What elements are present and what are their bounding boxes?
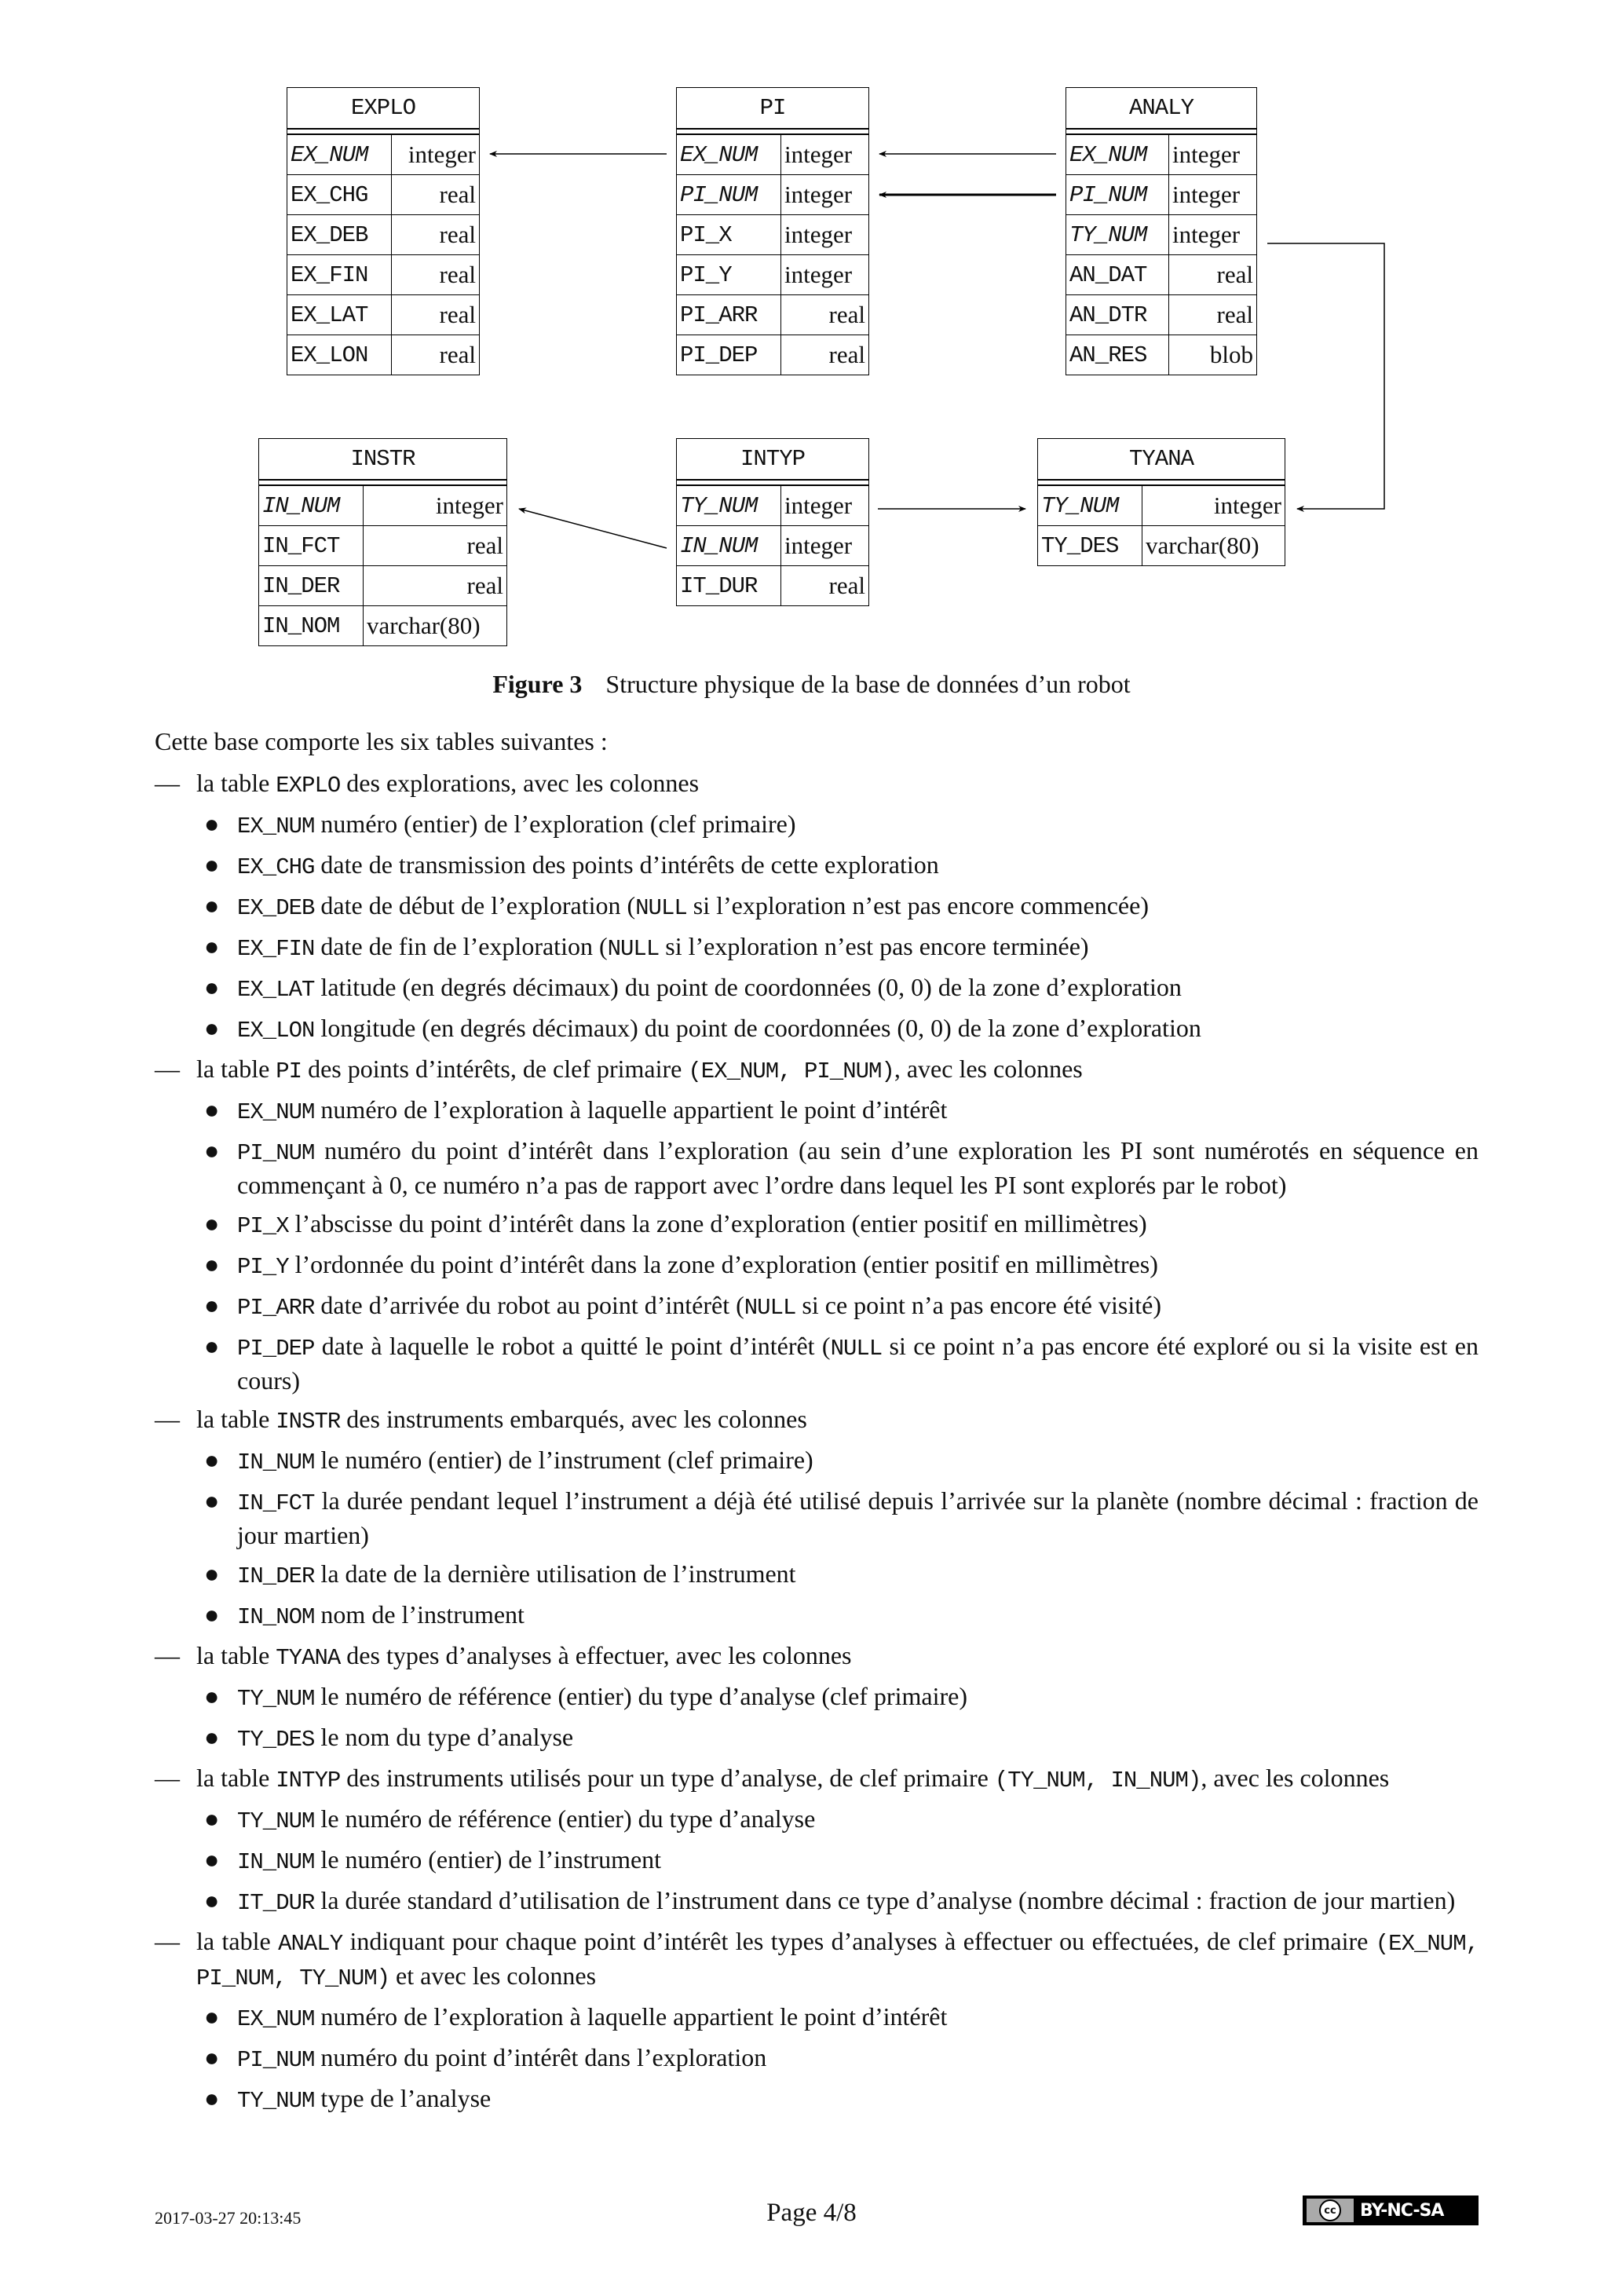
column-type: real (392, 255, 480, 295)
code-term: TY_NUM (237, 1686, 315, 1712)
column-type: integer (781, 485, 869, 526)
text: si ce point n’a pas encore été exploré ou si la visite est en cours) (237, 1332, 1479, 1395)
bullet-icon: ● (204, 1291, 220, 1319)
table-description-4 (155, 1762, 1479, 1919)
column-name: AN_DTR (1066, 295, 1169, 335)
code-term: PI (276, 1058, 302, 1084)
code-term: EX_CHG (237, 854, 315, 880)
column-description (196, 1094, 1479, 1128)
column-description (196, 1444, 1479, 1479)
bullet-icon: ● (204, 1250, 220, 1278)
code-term: (EX_NUM, PI_NUM, TY_NUM) (196, 1931, 1479, 1991)
column-name: EX_CHG (287, 175, 392, 215)
arrow-analy-to-tyana (1267, 243, 1384, 509)
text: numéro du point d’intérêt dans l’exploration (314, 2043, 767, 2071)
caption-text: Structure physique de la base de données d’un robot (605, 670, 1131, 698)
bullet-icon: ● (204, 810, 220, 838)
code-term: EX_LON (237, 1018, 315, 1044)
dash-bullet-icon: — (155, 1764, 180, 1792)
dash-bullet-icon: — (155, 1927, 180, 1955)
relation-arrows (0, 0, 1623, 707)
primary-key-column-name: EX_NUM (677, 134, 781, 175)
column-description (196, 1330, 1479, 1397)
primary-key-column-name: IN_NUM (677, 526, 781, 566)
code-term: IN_NOM (237, 1604, 315, 1630)
code-term: (EX_NUM, PI_NUM) (688, 1058, 894, 1084)
primary-key-column-name: TY_NUM (1038, 485, 1142, 526)
text: la table (196, 1405, 276, 1433)
primary-key-column-name: PI_NUM (677, 175, 781, 215)
text: le numéro (entier) de l’instrument (clef primaire) (314, 1446, 813, 1474)
column-type: real (392, 175, 480, 215)
bullet-icon: ● (204, 1095, 220, 1124)
bullet-icon: ● (204, 891, 220, 919)
bullet-icon: ● (204, 2084, 220, 2112)
column-name: EX_FIN (287, 255, 392, 295)
dash-bullet-icon: — (155, 769, 180, 797)
bullet-icon: ● (204, 1136, 220, 1164)
column-description (196, 1680, 1479, 1715)
table-description-0 (155, 767, 1479, 1047)
code-term: PI_Y (237, 1254, 289, 1280)
column-description (196, 890, 1479, 924)
column-type: blob (1169, 335, 1257, 375)
column-name: PI_Y (677, 255, 781, 295)
footer-timestamp: 2017-03-27 20:13:45 (155, 2208, 302, 2228)
column-name: AN_RES (1066, 335, 1169, 375)
bullet-icon: ● (204, 1845, 220, 1874)
column-type: integer (781, 255, 869, 295)
column-description (196, 930, 1479, 965)
text: le numéro de référence (entier) du type d’analyse (314, 1804, 816, 1833)
column-type: integer (781, 134, 869, 175)
text: la table (196, 1927, 279, 1955)
dash-bullet-icon: — (155, 1641, 180, 1669)
column-type: integer (781, 526, 869, 566)
column-type: real (781, 295, 869, 335)
text: et avec les colonnes (389, 1961, 597, 1990)
bullet-icon: ● (204, 1600, 220, 1629)
column-type: real (781, 335, 869, 375)
table-name: PI (677, 88, 869, 130)
text: des instruments utilisés pour un type d’analyse, de clef primaire (340, 1764, 995, 1792)
page-number: Page 4/8 (766, 2199, 857, 2227)
text: date de fin de l’exploration ( (314, 932, 608, 960)
text: la durée pendant lequel l’instrument a déjà été utilisé depuis l’arrivée sur la planète (nombre décimal : fraction de jour martien) (237, 1486, 1479, 1549)
code-term: INTYP (276, 1768, 341, 1793)
text: numéro du point d’intérêt dans l’exploration (au sein d’une exploration les PI sont numérotés en séquence en commençant à 0, ce numéro n’a pas de rapport avec l’ordre dans lequel les PI sont explorés par le robot) (237, 1136, 1479, 1199)
column-type: real (364, 566, 507, 606)
column-type: integer (781, 175, 869, 215)
column-type: integer (364, 485, 507, 526)
primary-key-column-name: TY_NUM (677, 485, 781, 526)
column-type: real (1169, 255, 1257, 295)
bullet-icon: ● (204, 2002, 220, 2031)
bullet-icon: ● (204, 1682, 220, 1710)
table-description-1 (155, 1053, 1479, 1397)
text: latitude (en degrés décimaux) du point de coordonnées (0, 0) de la zone d’exploration (314, 973, 1182, 1001)
column-name: AN_DAT (1066, 255, 1169, 295)
primary-key-column-name: IN_NUM (259, 485, 364, 526)
column-name: PI_ARR (677, 295, 781, 335)
code-term: PI_ARR (237, 1295, 315, 1321)
column-description (196, 2001, 1479, 2035)
bullet-icon: ● (204, 1209, 220, 1238)
column-name: EX_DEB (287, 215, 392, 255)
code-term: NULL (830, 1336, 883, 1362)
code-term: PI_NUM (237, 2047, 315, 2073)
column-type: real (392, 295, 480, 335)
arrow-intyp-to-instr (519, 509, 667, 548)
column-description (196, 849, 1479, 883)
code-term: NULL (635, 895, 687, 921)
column-description (196, 2042, 1479, 2076)
bullet-icon: ● (204, 1486, 220, 1515)
code-term: EX_DEB (237, 895, 315, 921)
column-description (196, 1485, 1479, 1552)
bullet-icon: ● (204, 850, 220, 879)
code-term: EX_NUM (237, 1099, 315, 1125)
column-type: integer (781, 215, 869, 255)
column-description (196, 1803, 1479, 1837)
bullet-icon: ● (204, 932, 220, 960)
text: la table (196, 1764, 276, 1792)
column-name: EX_LON (287, 335, 392, 375)
text: l’abscisse du point d’intérêt dans la zone d’exploration (entier positif en millimètres) (288, 1209, 1147, 1238)
column-description (196, 1721, 1479, 1756)
text: date de transmission des points d’intérêts de cette exploration (314, 850, 939, 879)
code-term: IT_DUR (237, 1890, 315, 1916)
table-descriptions (155, 722, 1479, 2117)
text: si ce point n’a pas encore été visité) (795, 1291, 1161, 1319)
text: la table (196, 1641, 276, 1669)
bullet-icon: ● (204, 1559, 220, 1588)
license-badge (1303, 2195, 1479, 2225)
column-description (196, 808, 1479, 843)
code-term: NULL (744, 1295, 796, 1321)
column-type: real (364, 526, 507, 566)
column-type: real (392, 215, 480, 255)
table-list (155, 767, 1479, 2117)
text: l’ordonnée du point d’intérêt dans la zone d’exploration (entier positif en millimètres) (288, 1250, 1158, 1278)
column-type: integer (1169, 134, 1257, 175)
column-type: real (392, 335, 480, 375)
column-description (196, 1289, 1479, 1324)
code-term: ANALY (278, 1931, 343, 1957)
column-type: integer (392, 134, 480, 175)
text: numéro de l’exploration à laquelle appartient le point d’intérêt (314, 2002, 948, 2031)
code-term: (TY_NUM, IN_NUM) (994, 1768, 1201, 1793)
code-term: EX_NUM (237, 2006, 315, 2032)
code-term: TYANA (276, 1645, 341, 1671)
text: date de début de l’exploration ( (314, 891, 636, 919)
column-description (196, 1135, 1479, 1201)
column-name: TY_DES (1038, 526, 1142, 566)
text: la date de la dernière utilisation de l’instrument (314, 1559, 796, 1588)
text: date d’arrivée du robot au point d’intérêt ( (314, 1291, 744, 1319)
table-description-5 (155, 1925, 1479, 2117)
column-description (196, 2082, 1479, 2117)
column-name: IT_DUR (677, 566, 781, 606)
primary-key-column-name: EX_NUM (1066, 134, 1169, 175)
dash-bullet-icon: — (155, 1055, 180, 1083)
caption-label: Figure 3 (492, 670, 583, 698)
code-term: IN_NUM (237, 1450, 315, 1475)
bullet-icon: ● (204, 973, 220, 1001)
text: si l’exploration n’est pas encore commencée) (686, 891, 1149, 919)
dash-bullet-icon: — (155, 1405, 180, 1433)
text: des points d’intérêts, de clef primaire (302, 1055, 689, 1083)
column-description (196, 1012, 1479, 1047)
table-description-3 (155, 1640, 1479, 1756)
bullet-icon: ● (204, 1804, 220, 1833)
primary-key-column-name: PI_NUM (1066, 175, 1169, 215)
text: , avec les colonnes (1201, 1764, 1390, 1792)
text: indiquant pour chaque point d’intérêt les types d’analyses à effectuer ou effectuées, de clef primaire (342, 1927, 1376, 1955)
bullet-icon: ● (204, 1723, 220, 1751)
text: , avec les colonnes (894, 1055, 1083, 1083)
text: la table (196, 769, 276, 797)
column-type: real (1169, 295, 1257, 335)
text: longitude (en degrés décimaux) du point de coordonnées (0, 0) de la zone d’exploration (314, 1014, 1201, 1042)
figure-caption (0, 670, 1623, 699)
intro-text: Cette base comporte les six tables suivantes : (155, 727, 608, 755)
column-name: PI_DEP (677, 335, 781, 375)
column-description (196, 1844, 1479, 1878)
code-term: IN_DER (237, 1563, 315, 1589)
text: la durée standard d’utilisation de l’instrument dans ce type d’analyse (nombre décimal : fraction de jour martien) (314, 1886, 1456, 1914)
table-name: ANALY (1066, 88, 1257, 130)
column-name: IN_DER (259, 566, 364, 606)
license-text: BY-NC-SA (1360, 2200, 1444, 2221)
column-description (196, 1208, 1479, 1242)
column-name: IN_NOM (259, 606, 364, 646)
bullet-icon: ● (204, 2043, 220, 2071)
code-term: PI_NUM (237, 1140, 315, 1166)
code-term: EX_FIN (237, 936, 315, 962)
column-description (196, 1885, 1479, 1919)
text: la table (196, 1055, 276, 1083)
table-name: INTYP (677, 439, 869, 481)
table-name: EXPLO (287, 88, 480, 130)
text: des explorations, avec les colonnes (340, 769, 700, 797)
text: des types d’analyses à effectuer, avec les colonnes (340, 1641, 852, 1669)
code-term: INSTR (276, 1409, 341, 1435)
primary-key-column-name: TY_NUM (1066, 215, 1169, 255)
column-description (196, 971, 1479, 1006)
code-term: TY_NUM (237, 2088, 315, 2114)
column-description (196, 1599, 1479, 1633)
text: date à laquelle le robot a quitté le point d’intérêt ( (314, 1332, 831, 1360)
text: numéro (entier) de l’exploration (clef primaire) (314, 810, 796, 838)
column-type: integer (1169, 215, 1257, 255)
code-term: TY_DES (237, 1727, 315, 1753)
text: type de l’analyse (314, 2084, 492, 2112)
bullet-icon: ● (204, 1332, 220, 1360)
code-term: PI_DEP (237, 1336, 315, 1362)
bullet-icon: ● (204, 1014, 220, 1042)
column-type: real (781, 566, 869, 606)
column-type: varchar(80) (1142, 526, 1285, 566)
code-term: EX_LAT (237, 977, 315, 1003)
text: le nom du type d’analyse (314, 1723, 574, 1751)
code-term: IN_FCT (237, 1490, 315, 1516)
column-description (196, 1249, 1479, 1283)
table-description-2 (155, 1403, 1479, 1633)
code-term: TY_NUM (237, 1808, 315, 1834)
text: nom de l’instrument (314, 1600, 525, 1629)
column-name: EX_LAT (287, 295, 392, 335)
table-name: INSTR (259, 439, 507, 481)
text: numéro de l’exploration à laquelle appartient le point d’intérêt (314, 1095, 948, 1124)
text: des instruments embarqués, avec les colonnes (340, 1405, 807, 1433)
column-description (196, 1558, 1479, 1592)
code-term: PI_X (237, 1213, 289, 1239)
text: si l’exploration n’est pas encore terminée) (659, 932, 1089, 960)
column-name: IN_FCT (259, 526, 364, 566)
cc-logo-icon: cc (1319, 2199, 1341, 2221)
bullet-icon: ● (204, 1886, 220, 1914)
code-term: IN_NUM (237, 1849, 315, 1875)
bullet-icon: ● (204, 1446, 220, 1474)
column-type: varchar(80) (364, 606, 507, 646)
primary-key-column-name: EX_NUM (287, 134, 392, 175)
code-term: EX_NUM (237, 813, 315, 839)
code-term: NULL (607, 936, 660, 962)
column-type: integer (1142, 485, 1285, 526)
table-name: TYANA (1038, 439, 1285, 481)
text: le numéro de référence (entier) du type d’analyse (clef primaire) (314, 1682, 967, 1710)
column-type: integer (1169, 175, 1257, 215)
column-name: PI_X (677, 215, 781, 255)
text: le numéro (entier) de l’instrument (314, 1845, 662, 1874)
code-term: EXPLO (276, 773, 341, 799)
